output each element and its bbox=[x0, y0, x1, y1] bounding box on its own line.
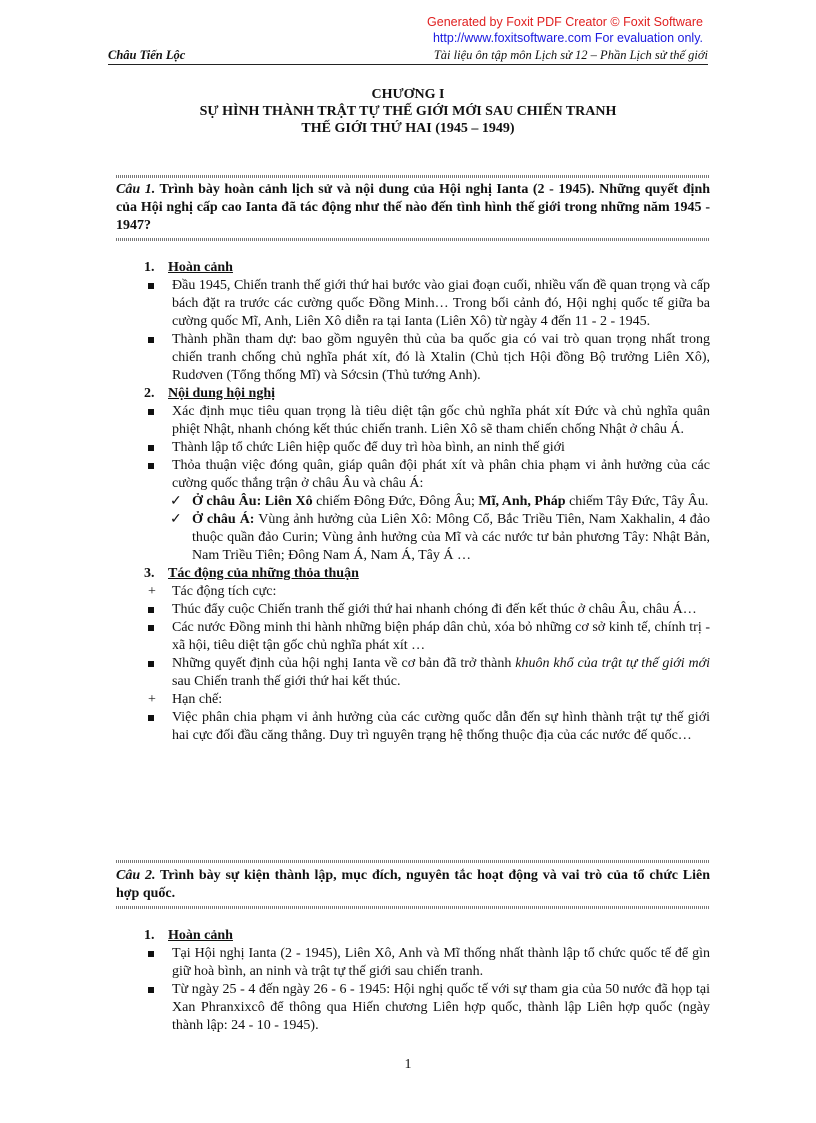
question-2-rule-top bbox=[116, 860, 710, 863]
header-doc-title: Tài liệu ôn tập môn Lịch sử 12 – Phần Lịch sử thế giới bbox=[433, 48, 708, 62]
question-1-rule-top bbox=[116, 175, 710, 178]
plus-icon: + bbox=[148, 584, 156, 599]
page-number: 1 bbox=[404, 1057, 412, 1072]
list-item: Tại Hội nghị Ianta (2 - 1945), Liên Xô, Anh và Mĩ thống nhất thành lập tổ chức quốc tế để gìn giữ hoà bình, an ninh và trật tự thế giới sau chiến tranh. bbox=[144, 945, 710, 981]
bullet-square-icon bbox=[148, 951, 154, 957]
chapter-title-line-1: SỰ HÌNH THÀNH TRẬT TỰ THẾ GIỚI MỚI SAU CHIẾN TRANH bbox=[199, 104, 617, 119]
section-title: Tác động của những thỏa thuận bbox=[168, 566, 359, 581]
list-item: Thành lập tổ chức Liên hiệp quốc để duy trì hòa bình, an ninh thế giới bbox=[144, 439, 710, 457]
bullet-square-icon bbox=[148, 625, 154, 631]
chapter-heading bbox=[108, 86, 708, 137]
question-2-heading bbox=[116, 867, 710, 903]
list-item: Thành phần tham dự: bao gồm nguyên thủ của ba quốc gia có vai trò quan trọng nhất trong chiến tranh chống chủ nghĩa phát xít, đó là Xtalin (Chủ tịch Hội đồng Bộ trưởng Liên Xô), Rudơven (Tổng thống Mĩ) và Sớcsin (Thủ tướng Anh). bbox=[144, 331, 710, 385]
bullet-square-icon bbox=[148, 715, 154, 721]
section-heading bbox=[144, 385, 710, 403]
chapter-label: CHƯƠNG I bbox=[371, 87, 445, 102]
section-number: 1. bbox=[144, 260, 155, 275]
list-item: Các nước Đồng minh thi hành những biện pháp dân chủ, xóa bỏ những cơ sở kinh tế, chính trị - xã hội, tiêu diệt tận gốc chủ nghĩa phát xít … bbox=[144, 619, 710, 655]
checkmark-icon: ✓ bbox=[170, 494, 182, 509]
section-title: Nội dung hội nghị bbox=[168, 386, 275, 401]
question-2-text: Trình bày sự kiện thành lập, mục đích, nguyên tắc hoạt động và vai trò của tổ chức Liên hợp quốc. bbox=[116, 868, 710, 901]
bullet-square-icon bbox=[148, 987, 154, 993]
question-1-answer bbox=[144, 259, 710, 745]
section-heading bbox=[144, 565, 710, 583]
section-number: 3. bbox=[144, 566, 155, 581]
section-number: 1. bbox=[144, 928, 155, 943]
question-1-text: Trình bày hoàn cảnh lịch sử và nội dung của Hội nghị Ianta (2 - 1945). Những quyết định của Hội nghị cấp cao Ianta đã tác động như thế nào đến tình hình thế giới trong những năm 1945 - 1947? bbox=[116, 182, 711, 233]
bullet-square-icon bbox=[148, 409, 154, 415]
section-title: Hoàn cảnh bbox=[168, 928, 233, 943]
section-number: 2. bbox=[144, 386, 155, 401]
plus-item: + Tác động tích cực: bbox=[148, 584, 277, 599]
list-item: Xác định mục tiêu quan trọng là tiêu diệt tận gốc chủ nghĩa phát xít Đức và chủ nghĩa quân phiệt Nhật, nhanh chóng kết thúc chiến tranh. Liên Xô sẽ tham chiến chống Nhật ở châu Á. bbox=[144, 403, 710, 439]
bullet-square-icon bbox=[148, 607, 154, 613]
list-item: Việc phân chia phạm vi ảnh hưởng của các cường quốc dẫn đến sự hình thành trật tự thế giới hai cực đối đầu căng thẳng. Duy trì nguyên trạng hệ thống thuộc địa của các nước đế quốc… bbox=[144, 709, 710, 745]
question-2-rule-bottom bbox=[116, 906, 710, 909]
question-2-label: Câu 2. bbox=[116, 868, 156, 883]
bullet-square-icon bbox=[148, 337, 154, 343]
bullet-square-icon bbox=[148, 463, 154, 469]
header-rule bbox=[108, 64, 708, 65]
watermark bbox=[427, 14, 703, 46]
check-list-item: ✓ Ở châu Á: Vùng ảnh hưởng của Liên Xô: Mông Cổ, Bắc Triều Tiên, Nam Xakhalin, 4 đảo thuộc quần đảo Curin; Vùng ảnh hưởng của Mĩ và các nước tư bản phương Tây: Nhật Bản, Nam Triều Tiên; Đông Nam Á, Nam Á, Tây Á … bbox=[170, 512, 710, 563]
bullet-square-icon bbox=[148, 283, 154, 289]
question-1-rule-bottom bbox=[116, 238, 710, 241]
bullet-square-icon bbox=[148, 661, 154, 667]
page-header bbox=[108, 48, 708, 64]
checkmark-icon: ✓ bbox=[170, 512, 182, 527]
list-item: Những quyết định của hội nghị Ianta về cơ bản đã trở thành khuôn khổ của trật tự thế giới mới sau Chiến tranh thế giới thứ hai kết thúc. bbox=[144, 655, 710, 691]
plus-icon: + bbox=[148, 692, 156, 707]
plus-item: + Hạn chế: bbox=[148, 692, 223, 707]
chapter-title-line-2: THẾ GIỚI THỨ HAI (1945 – 1949) bbox=[301, 121, 515, 136]
header-author: Châu Tiến Lộc bbox=[108, 48, 186, 62]
list-item: Thúc đẩy cuộc Chiến tranh thế giới thứ hai nhanh chóng đi đến kết thúc ở châu Âu, châu Á… bbox=[144, 601, 710, 619]
list-item: Từ ngày 25 - 4 đến ngày 26 - 6 - 1945: Hội nghị quốc tế với sự tham gia của 50 nước đã họp tại Xan Phranxixcô để thông qua Hiến chương Liên hợp quốc, thành lập Liên hợp quốc (ngày thành lập: 24 - 10 - 1945). bbox=[144, 981, 710, 1035]
question-1-heading bbox=[116, 181, 710, 235]
list-item: Đầu 1945, Chiến tranh thế giới thứ hai bước vào giai đoạn cuối, nhiều vấn đề quan trọng và cấp bách đặt ra trước các cường quốc Đồng Minh… Trong bối cảnh đó, Hội nghị quốc tế giữa ba cường quốc Mĩ, Anh, Liên Xô diễn ra tại Ianta (Liên Xô) từ ngày 4 đến 11 - 2 - 1945. bbox=[144, 277, 710, 331]
check-list-item: ✓ Ở châu Âu: Liên Xô chiếm Đông Đức, Đông Âu; Mĩ, Anh, Pháp chiếm Tây Đức, Tây Âu. bbox=[170, 494, 709, 509]
section-heading bbox=[144, 927, 710, 945]
bullet-square-icon bbox=[148, 445, 154, 451]
watermark-link[interactable]: http://www.foxitsoftware.com For evaluation only. bbox=[432, 31, 703, 45]
list-item: Thỏa thuận việc đóng quân, giáp quân đội phát xít và phân chia phạm vi ảnh hưởng của các cường quốc thắng trận ở châu Âu và châu Á: bbox=[144, 457, 710, 493]
section-title: Hoàn cảnh bbox=[168, 260, 233, 275]
question-2-answer bbox=[144, 927, 710, 1035]
watermark-line-1: Generated by Foxit PDF Creator © Foxit Software bbox=[427, 15, 703, 29]
section-heading bbox=[144, 259, 710, 277]
question-1-label: Câu 1. bbox=[116, 182, 156, 197]
